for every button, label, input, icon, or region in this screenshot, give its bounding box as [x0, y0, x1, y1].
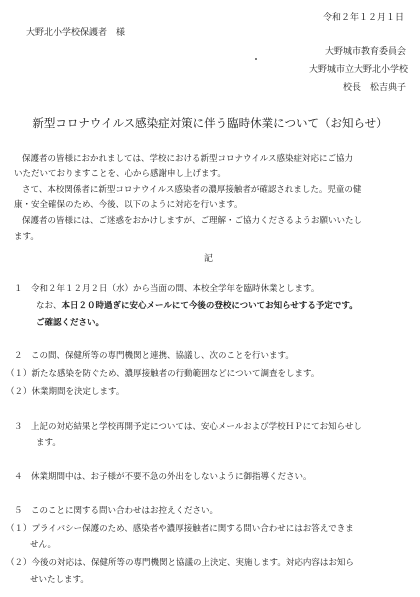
- item-5-sub-1a: （１）プライバシー保護のため、感染者や濃厚接触者に関する問い合わせにはお答えできま: [6, 524, 354, 534]
- item-4-line-1: ４ 休業期間中は、お子様が不要不急の外出をしないように御指導ください。: [14, 472, 312, 482]
- item-2-sub-2: （２）休業期間を決定します。: [6, 387, 125, 397]
- intro-line-6: ます。: [14, 232, 39, 242]
- scan-speck: [255, 58, 257, 60]
- issuer-principal: 校長 松吉典子: [342, 83, 406, 93]
- item-1-line-2-normal: なお、: [36, 301, 62, 311]
- item-1-line-1: １ 令和２年１２月２日（水）から当面の間、本校全学年を臨時休業とします。: [14, 284, 320, 294]
- item-1-line-2: [36, 300, 358, 312]
- item-3-line-2: ます。: [36, 438, 61, 448]
- issuer-school: 大野城市立大野北小学校: [308, 65, 408, 75]
- issuer-board: 大野城市教育委員会: [324, 47, 406, 57]
- intro-line-2: いただいておりますことを、心から感謝申し上げます。: [14, 169, 226, 179]
- item-5-sub-2a: （２）今後の対応は、保健所等の専門機関と協議の上決定、実施します。対応内容はお知ら: [6, 558, 354, 568]
- item-2-line-1: ２ この間、保健所等の専門機関と連携、協議し、次のことを行います。: [14, 351, 294, 361]
- item-2-sub-1: （１）新たな感染を防ぐため、濃厚接触者の行動範囲などについて調査をします。: [6, 369, 320, 379]
- item-5-sub-2b: せいたします。: [30, 575, 89, 585]
- intro-line-3: さて、本校関係者に新型コロナウイルス感染者の濃厚接触者が確認されました。児童の健: [22, 185, 362, 195]
- date: 令和２年１２月１日: [322, 13, 404, 23]
- ki-mark: 記: [204, 254, 214, 264]
- item-1-line-3: ご確認ください。: [36, 318, 105, 328]
- intro-line-1: 保護者の皆様におかれましては、学校における新型コロナウイルス感染症対応にご協力: [22, 154, 353, 164]
- intro-line-4: 康・安全確保のため、今後、以下のように対応を行います。: [14, 200, 243, 210]
- item-5-sub-1b: せん。: [30, 540, 57, 550]
- addressee: 大野北小学校保護者 様: [26, 28, 126, 38]
- page-title: 新型コロナウイルス感染症対策に伴う臨時休業について（お知らせ）: [32, 116, 388, 130]
- item-3-line-1: ３ 上記の対応結果と学校再開予定については、安心メールおよび学校ＨＰにてお知らせし: [14, 422, 362, 432]
- item-5-line-1: ５ このことに関する問い合わせはお控えください。: [14, 506, 219, 516]
- item-1-line-2-bold: 本日２０時過ぎに安心メールにて今後の登校についてお知らせする予定です。: [61, 301, 358, 311]
- intro-line-5: 保護者の皆様には、ご迷惑をおかけしますが、ご理解・ご協力くださるようお願いいたし: [22, 216, 363, 226]
